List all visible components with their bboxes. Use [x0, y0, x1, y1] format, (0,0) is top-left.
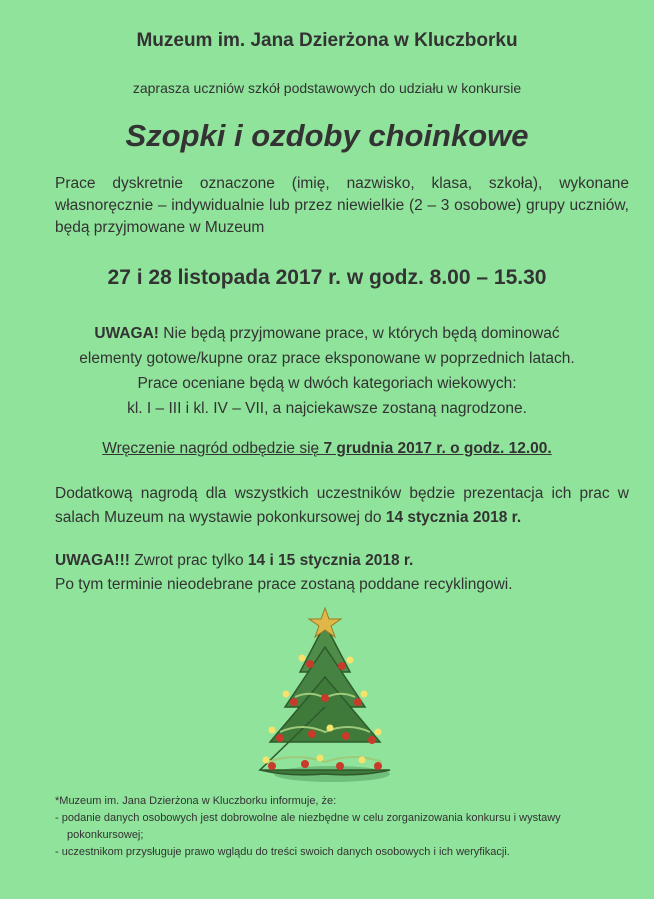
- contest-title: Szopki i ozdoby choinkowe: [125, 118, 529, 153]
- return-line-2: Po tym terminie nieodebrane prace zostaną poddane recyklingowi.: [55, 576, 513, 593]
- return-line-1: [55, 549, 629, 573]
- submission-dates: 27 i 28 listopada 2017 r. w godz. 8.00 – 15.30: [107, 266, 547, 289]
- footer-item: - uczestnikom przysługuje prawo wglądu do treści swoich danych osobowych i ich weryfikacji.: [55, 846, 510, 858]
- footer-notice: [55, 793, 635, 861]
- notice-block: [0, 321, 654, 421]
- notice-line-2: elementy gotowe/kupne oraz prace eksponowane w poprzednich latach.: [79, 350, 575, 367]
- return-text: Zwrot prac tylko: [129, 552, 248, 569]
- notice-line-3: Prace oceniane będą w dwóch kategoriach wiekowych:: [137, 375, 517, 392]
- notice-line-1: [0, 321, 654, 346]
- notice-text-1: Nie będą przyjmowane prace, w których będą dominować: [158, 325, 560, 342]
- notice-line-4: kl. I – III i kl. IV – VII, a najciekawsze zostaną nagrodzone.: [127, 400, 527, 417]
- award-ceremony: [0, 440, 654, 458]
- invitation-line: zaprasza uczniów szkół podstawowych do udziału w konkursie: [132, 80, 522, 96]
- award-date: 7 grudnia 2017 r. o godz. 12.00.: [323, 440, 552, 457]
- museum-name: Muzeum im. Jana Dzierżona w Kluczborku: [136, 30, 518, 51]
- footer-intro: *Muzeum im. Jana Dzierżona w Kluczborku informuje, że:: [55, 795, 337, 807]
- return-date: 14 i 15 stycznia 2018 r.: [247, 552, 414, 569]
- award-text: Wręczenie nagród odbędzie się: [102, 440, 324, 457]
- footer-item: - podanie danych osobowych jest dobrowolne ale niezbędne w celu zorganizowania konkursu i wystawy pokonkursowej;: [55, 812, 561, 841]
- notice-label: UWAGA!: [94, 325, 159, 342]
- christmas-tree-icon: [250, 602, 400, 787]
- exhibition-date: 14 stycznia 2018 r.: [385, 509, 522, 526]
- exhibition-text: Dodatkową nagrodą dla wszystkich uczestników będzie prezentacja ich prac w salach Muzeum na wystawie pokonkursowej do: [55, 485, 629, 526]
- return-info: [55, 549, 629, 597]
- exhibition-info: [55, 482, 629, 530]
- submission-rules: Prace dyskretnie oznaczone (imię, nazwisko, klasa, szkoła), wykonane własnoręcznie – indywidualnie lub przez niewielkie (2 – 3 osobowe) grupy uczniów, będą przyjmowane w Muzeum: [55, 175, 629, 236]
- return-label: UWAGA!!!: [55, 552, 130, 569]
